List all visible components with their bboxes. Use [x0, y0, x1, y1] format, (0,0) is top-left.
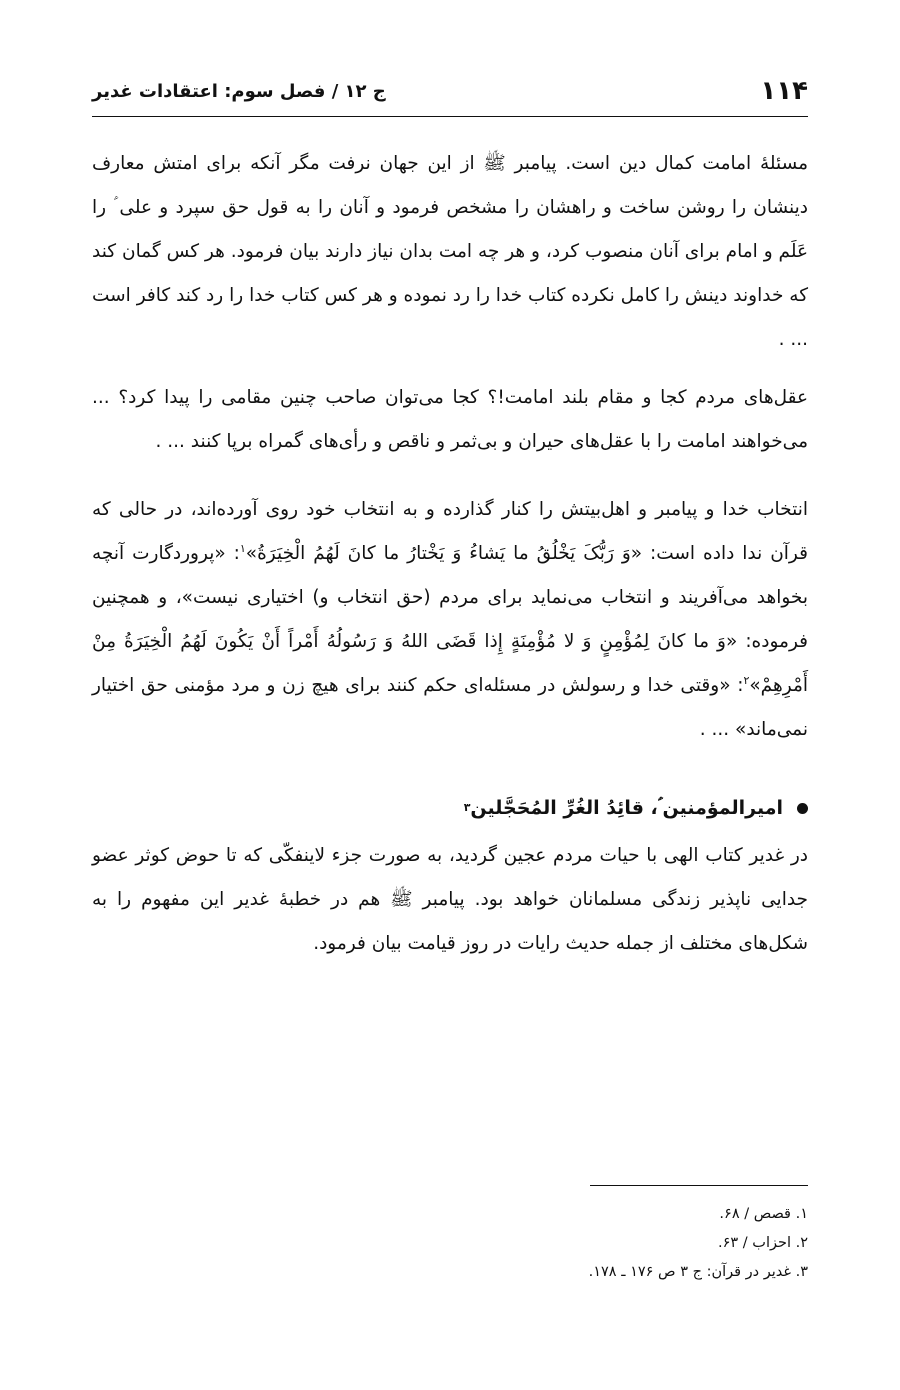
- page-number: ۱۱۴: [760, 76, 808, 106]
- bullet-icon: [797, 803, 808, 814]
- footnote-item: ۳. غدیر در قرآن: ج ۳ ص ۱۷۶ ـ ۱۷۸.: [588, 1264, 808, 1280]
- paragraph-choice-of-god: انتخاب خدا و پیامبر و اهل‌بیتش را کنار گذارده و به انتخاب خود روی آورده‌اند، در حالی که قرآن ندا داده است: «وَ رَبُّکَ یَخْلُقُ ما یَشاءُ وَ یَخْتارُ ما کانَ لَهُمُ الْخِیَرَةُ»$^۱$: «پروردگارت آنچه بخواهد می‌آفریند و انتخاب می‌نماید برای مردم (حق انتخاب و) اختیاری نیست»، و همچنین فرموده: «وَ ما کانَ لِمُؤْمِنٍ وَ لا مُؤْمِنَةٍ إِذا قَضَی اللهُ وَ رَسُولُهُ أَمْراً أَنْ یَکُونَ لَهُمُ الْخِیَرَةُ مِنْ أَمْرِهِمْ»$^۲$: «وقتی خدا و رسولش در مسئله‌ای حکم کنند برای هیچ زن و مرد مؤمنی حق اختیار نمی‌ماند» ... .: [92, 499, 809, 740]
- paragraph-imamat-completion: مسئلهٔ امامت کمال دین است. پیامبر ﷺ از این جهان نرفت مگر آنکه برای امتش معارف دینشان را روشن ساخت و راهشان را مشخص فرمود و آنان را به قول حق سپرد و علی ؑ را عَلَم و امام برای آنان منصوب کرد، و هر چه امت بدان نیاز دارند بیان فرمود. هر کس گمان کند که خداوند دینش را کامل نکرده کتاب خدا را رد نموده و هر کس کتاب خدا را رد کند کافر است ... .: [92, 153, 808, 350]
- header-rule: [92, 116, 808, 117]
- footnote-ref-1[interactable]: ۱: [239, 541, 246, 555]
- paragraph-minds-of-people: عقل‌های مردم کجا و مقام بلند امامت!؟ کجا می‌توان صاحب چنین مقامی را پیدا کرد؟ ... می‌خواهند امامت را با عقل‌های حیران و بی‌ثمر و ناقص و رأی‌های گمراه برپا کنند ... .: [92, 387, 808, 452]
- section-heading: امیرالمؤمنین ؑ، قائِدُ الغُرِّ المُحَجَّلین ۳: [92, 786, 808, 830]
- paragraph-choice-ending: «وقتی خدا و رسولش در مسئله‌ای حکم کنند برای هیچ زن و مرد مؤمنی حق اختیار نمی‌ماند» ... .: [92, 675, 808, 740]
- page-header: [92, 68, 808, 114]
- section-heading-text: امیرالمؤمنین ؑ، قائِدُ الغُرِّ المُحَجَّلین: [470, 797, 783, 819]
- footnote-rule: [590, 1185, 808, 1186]
- page-body: [92, 142, 808, 966]
- document-page: [92, 0, 808, 1390]
- paragraph-choice-text: انتخاب خدا و پیامبر و اهل‌بیتش را کنار گذارده و به انتخاب خود روی آورده‌اند، در حالی که قرآن ندا داده است: «وَ رَبُّکَ یَخْلُقُ ما یَشاءُ وَ یَخْتارُ ما کانَ لَهُمُ الْخِیَرَةُ»: [92, 499, 808, 564]
- footnote-item: ۲. احزاب / ۶۳.: [718, 1235, 808, 1251]
- paragraph-ghadir-book: در غدیر کتاب الهی با حیات مردم عجین گردید، به صورت جزء لاینفکّی که تا حوض کوثر عضو جدایی ناپذیر زندگی مسلمانان خواهد بود. پیامبر ﷺ هم در خطبهٔ غدیر این مفهوم را به شکل‌های مختلف از جمله حدیث رایات در روز قیامت بیان فرمود.: [92, 845, 808, 954]
- footnotes: [92, 1200, 808, 1287]
- footnote-ref-2[interactable]: ۲: [743, 673, 750, 687]
- running-head: ج ۱۲ / فصل سوم: اعتقادات غدیر: [92, 80, 386, 102]
- paragraph-choice-translation: «پروردگارت آنچه بخواهد می‌آفریند و انتخاب می‌نماید برای مردم (حق انتخاب و) اختیاری نیست»، و همچنین فرموده: «وَ ما کانَ لِمُؤْمِنٍ وَ لا مُؤْمِنَةٍ إِذا قَضَی اللهُ وَ رَسُولُهُ أَمْراً أَنْ یَکُونَ لَهُمُ الْخِیَرَةُ مِنْ أَمْرِهِمْ»: [92, 543, 809, 696]
- footnote-item: ۱. قصص / ۶۸.: [719, 1206, 808, 1222]
